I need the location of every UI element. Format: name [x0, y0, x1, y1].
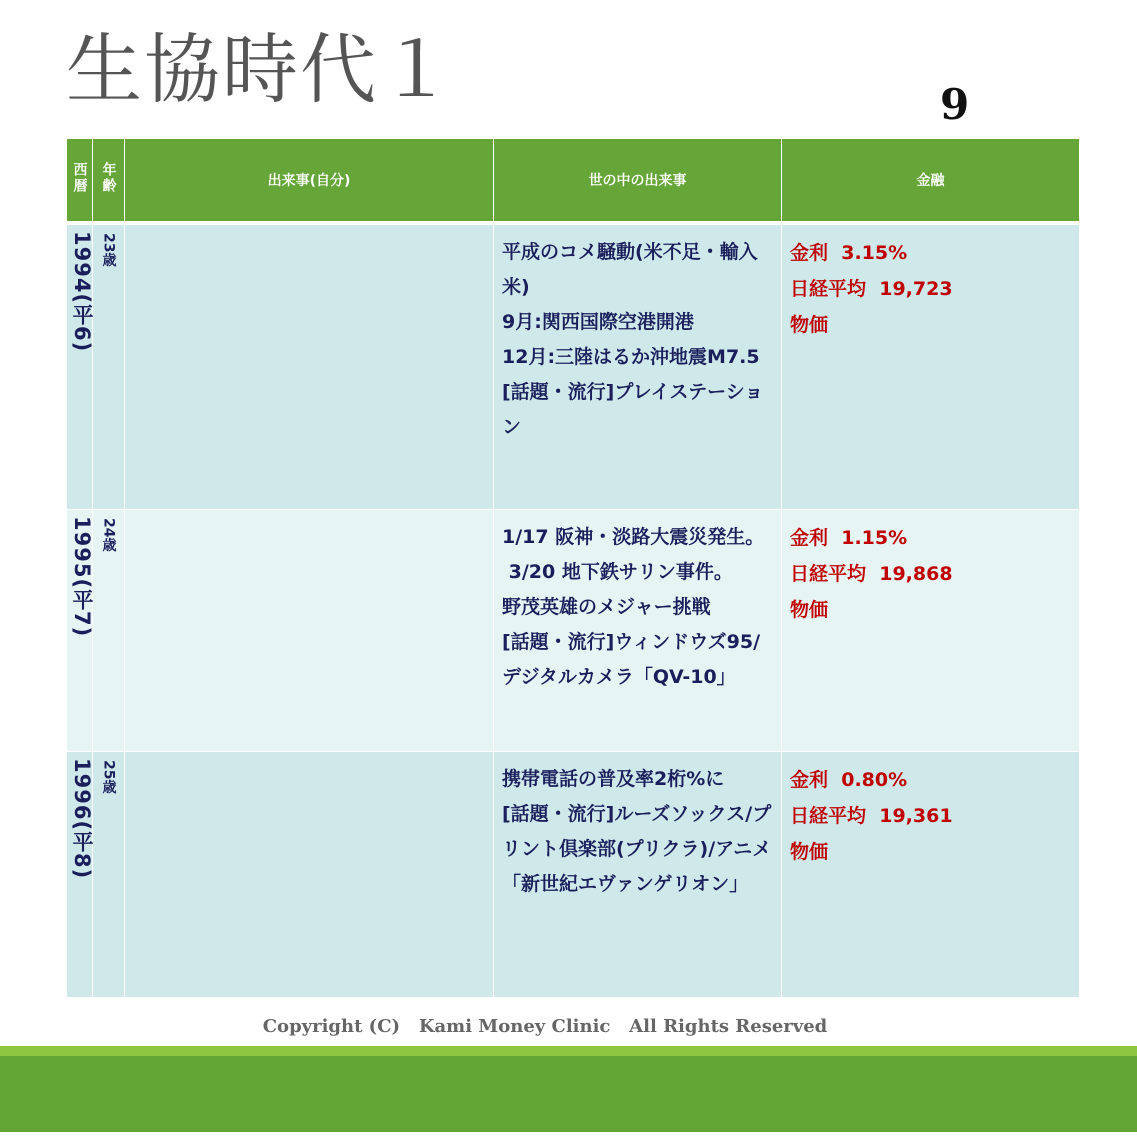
interest-rate: 金利 3.15% — [790, 242, 908, 264]
nikkei-average: 日経平均 19,361 — [790, 804, 953, 827]
header-finance: 金融 — [782, 139, 1080, 224]
personal-events-cell[interactable] — [125, 751, 494, 997]
age-label: 23歳 — [100, 233, 117, 267]
page-title: 生協時代１ — [66, 25, 456, 114]
year-label: 1995(平7) — [70, 515, 94, 637]
world-events-text: 携帯電話の普及率2桁%に [話題・流行]ルーズソックス/プリント倶楽部(プリクラ)/アニメ「新世紀エヴァンゲリオン」 — [502, 767, 772, 895]
price-level: 物価 — [790, 840, 829, 863]
header-age: 年齢 — [93, 139, 125, 224]
finance-cell — [782, 509, 1080, 751]
finance-cell — [782, 223, 1080, 509]
personal-events-cell[interactable] — [125, 223, 494, 509]
year-label: 1994(平6) — [70, 231, 94, 353]
price-level: 物価 — [790, 598, 829, 621]
world-events-cell — [494, 223, 782, 509]
year-cell — [67, 751, 93, 997]
world-events-cell — [494, 751, 782, 997]
interest-rate: 金利 0.80% — [790, 768, 908, 791]
header-personal-events: 出来事(自分) — [125, 139, 494, 224]
world-events-text: 1/17 阪神・淡路大震災発生。 3/20 地下鉄サリン事件。 野茂英雄のメジャー挑戦 [話題・流行]ウィンドウズ95/デジタルカメラ「QV-10」 — [502, 525, 765, 688]
table-row-1996 — [67, 751, 1080, 997]
price-level: 物価 — [790, 314, 829, 336]
page-number: 9 — [940, 80, 970, 129]
table-header-row — [67, 139, 1080, 224]
age-cell — [93, 223, 125, 509]
header-world-events: 世の中の出来事 — [494, 139, 782, 224]
world-events-text: 平成のコメ騒動(米不足・輸入米) 9月:関西国際空港開港 12月:三陸はるか沖地震M7.5 [話題・流行]プレイステーション — [502, 241, 764, 438]
age-label: 24歳 — [100, 517, 117, 551]
interest-rate: 金利 1.15% — [790, 526, 908, 549]
age-cell — [93, 509, 125, 751]
year-label: 1996(平8) — [70, 757, 94, 879]
footer-accent-bar — [0, 1046, 1137, 1056]
table-row-1995 — [67, 509, 1080, 751]
year-cell — [67, 509, 93, 751]
finance-cell — [782, 751, 1080, 997]
copyright-notice: Copyright (C) Kami Money Clinic All Rights Reserved — [262, 1016, 828, 1037]
nikkei-average: 日経平均 19,723 — [790, 278, 953, 300]
age-cell — [93, 751, 125, 997]
age-label: 25歳 — [100, 759, 117, 793]
footer-bar — [0, 1056, 1137, 1132]
nikkei-average: 日経平均 19,868 — [790, 562, 953, 585]
world-events-cell — [494, 509, 782, 751]
table-row-1994 — [67, 223, 1080, 509]
history-table — [66, 138, 1080, 998]
personal-events-cell[interactable] — [125, 509, 494, 751]
year-cell — [67, 223, 93, 509]
header-year: 西暦 — [67, 139, 93, 224]
